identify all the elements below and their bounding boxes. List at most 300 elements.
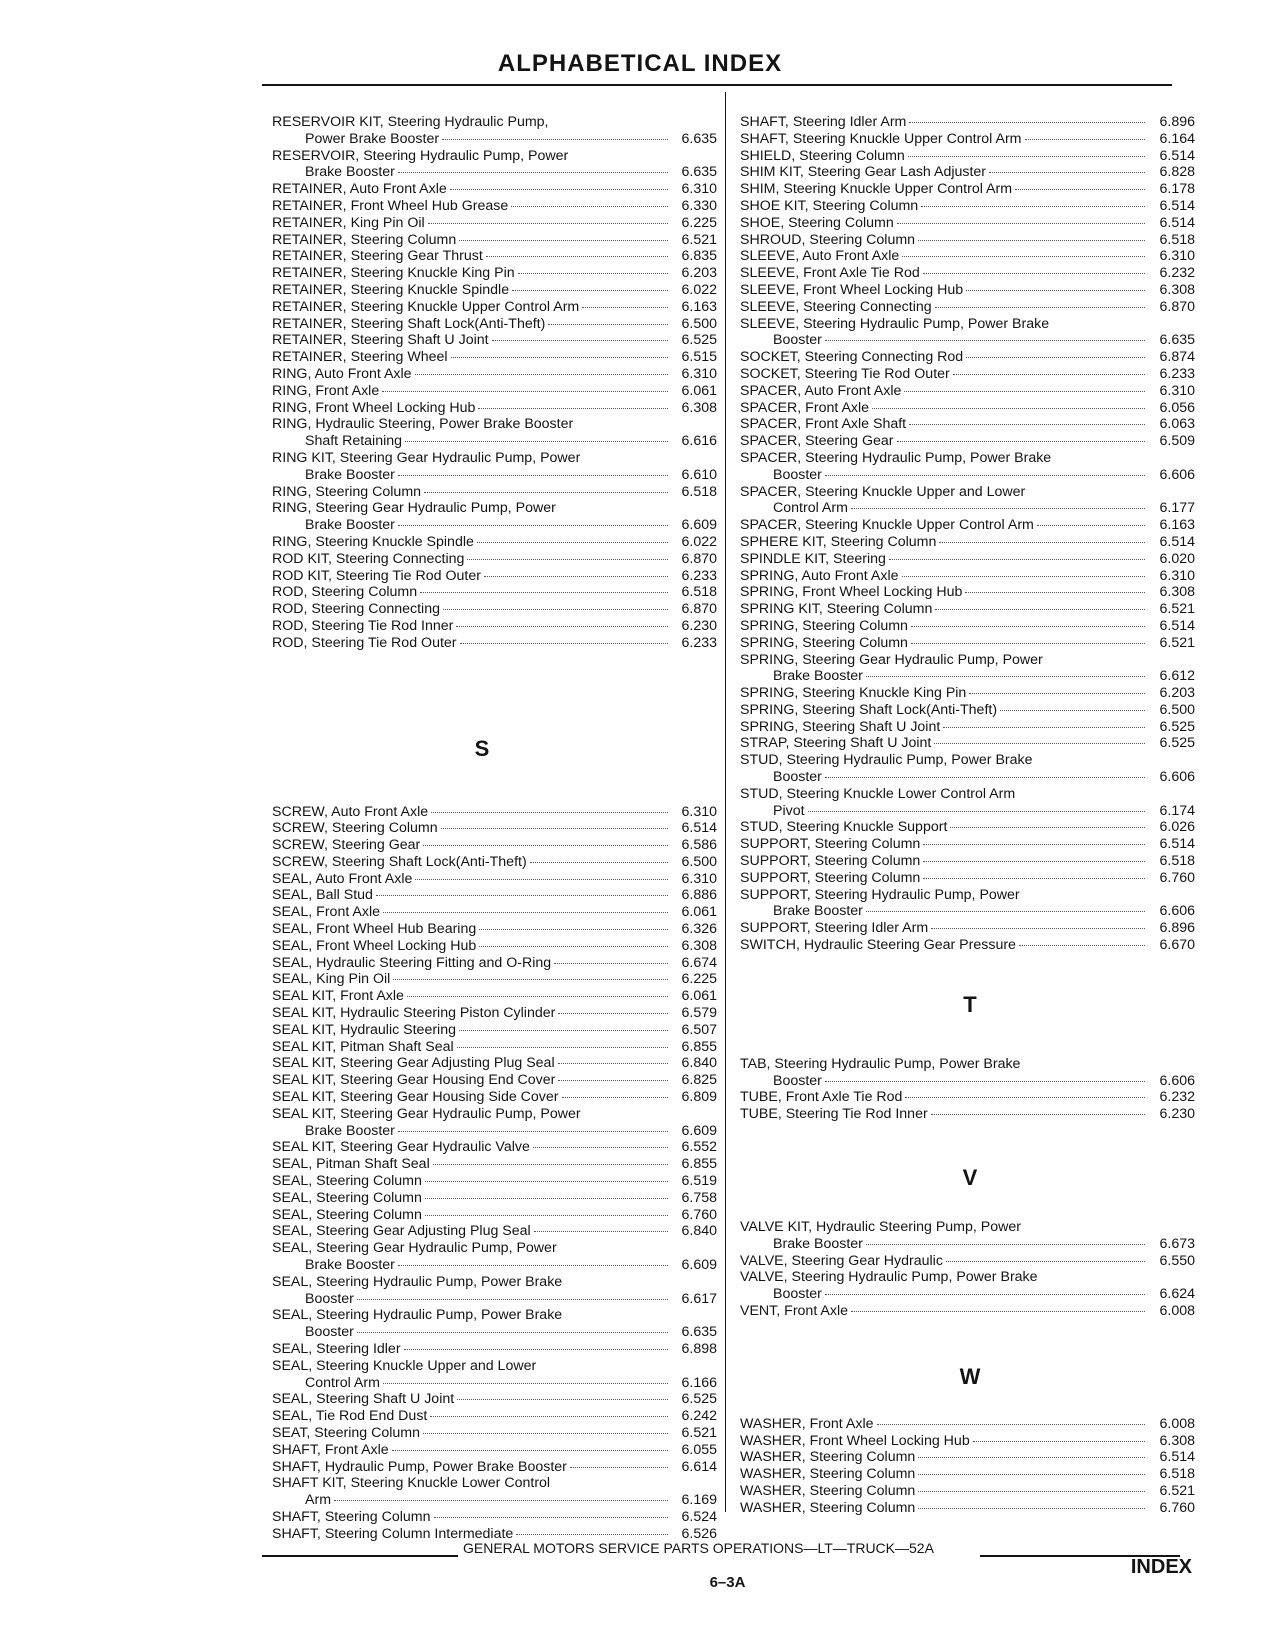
- entry-text: SPRING, Steering Column: [740, 634, 908, 651]
- entry-text: SHIELD, Steering Column: [740, 147, 905, 164]
- dot-leader: [570, 1467, 668, 1468]
- entry-page: 6.225: [681, 214, 717, 231]
- entry-page: 6.230: [1159, 1106, 1195, 1123]
- entry-page: 6.874: [1159, 349, 1195, 366]
- entry-text: Brake Booster: [305, 466, 395, 483]
- entry-page: 6.760: [1159, 869, 1195, 886]
- index-entry: [272, 804, 717, 821]
- dot-leader: [533, 1147, 668, 1148]
- entry-page: 6.061: [681, 382, 717, 399]
- entry-page: 6.526: [681, 1525, 717, 1542]
- dot-leader: [909, 122, 1145, 123]
- entry-page: 6.310: [681, 803, 717, 820]
- entry-text: RESERVOIR KIT, Steering Hydraulic Pump,: [272, 114, 549, 130]
- entry-text: SHIM KIT, Steering Gear Lash Adjuster: [740, 164, 987, 181]
- entry-page: 6.609: [681, 1122, 717, 1139]
- index-entry: [272, 316, 717, 333]
- dot-leader: [425, 1198, 668, 1199]
- entry-text: SEAL, Steering Hydraulic Pump, Power Brake: [272, 1307, 563, 1324]
- entry-text: SPINDLE KIT, Steering: [740, 550, 886, 567]
- index-entry: [272, 1223, 717, 1240]
- entry-text: SPACER, Steering Gear: [740, 433, 894, 450]
- index-entry: [740, 400, 1195, 417]
- entry-text: SEAL, Steering Column: [272, 1206, 422, 1223]
- entry-text: Brake Booster: [305, 1122, 395, 1139]
- dot-leader: [376, 895, 668, 896]
- entry-page: 6.514: [1159, 1449, 1195, 1466]
- dot-leader: [889, 559, 1145, 560]
- index-entry: [740, 1449, 1195, 1466]
- dot-leader: [866, 676, 1145, 677]
- entry-page: 6.673: [1159, 1235, 1195, 1252]
- entry-text: SEAL, Front Axle: [272, 904, 381, 921]
- entry-page: 6.310: [1159, 248, 1195, 265]
- index-entry: [272, 500, 717, 534]
- dot-leader: [1025, 139, 1146, 140]
- index-entry: [740, 383, 1195, 400]
- index-entry: [740, 433, 1195, 450]
- dot-leader: [334, 1500, 668, 1501]
- entry-text: SWITCH, Hydraulic Steering Gear Pressure: [740, 937, 1016, 954]
- dot-leader: [430, 1416, 668, 1417]
- index-entry: [740, 1253, 1195, 1270]
- index-entry: [740, 752, 1195, 786]
- index-entry: [740, 551, 1195, 568]
- dot-leader: [918, 1457, 1145, 1458]
- dot-leader: [392, 1450, 668, 1451]
- entry-text: SEAL KIT, Steering Gear Hydraulic Pump, Power: [272, 1105, 581, 1122]
- index-entry: [272, 248, 717, 265]
- dot-leader: [935, 307, 1145, 308]
- entry-text: SEAL, Steering Column: [272, 1189, 422, 1206]
- dot-leader: [479, 946, 668, 947]
- footer-publisher: GENERAL MOTORS SERVICE PARTS OPERATIONS—LT—TRUCK—52A: [463, 1540, 934, 1556]
- entry-page: 6.507: [681, 1021, 717, 1038]
- entry-page: 6.870: [681, 601, 717, 618]
- dot-leader: [467, 559, 668, 560]
- entry-text: WASHER, Steering Column: [740, 1483, 916, 1499]
- dot-leader: [423, 845, 668, 846]
- index-entry: [272, 198, 717, 215]
- entry-page: 6.606: [1159, 1072, 1195, 1089]
- entry-text: ROD, Steering Connecting: [272, 601, 440, 618]
- dot-leader: [423, 1433, 668, 1434]
- index-entry: [740, 366, 1195, 383]
- index-entry: [740, 198, 1195, 215]
- entry-page: 6.308: [681, 937, 717, 954]
- entry-page: 6.518: [681, 483, 717, 500]
- dot-leader: [443, 609, 668, 610]
- index-entry: [740, 164, 1195, 181]
- entry-text: SPACER, Auto Front Axle: [740, 382, 902, 399]
- entry-page: 6.061: [681, 988, 717, 1005]
- index-entry: [740, 1106, 1195, 1123]
- index-entry: [272, 1274, 717, 1308]
- entry-page: 6.760: [1159, 1499, 1195, 1516]
- entry-text: SHAFT KIT, Steering Knuckle Lower Control: [272, 1475, 551, 1492]
- index-entry: [740, 282, 1195, 299]
- entry-page: 6.500: [681, 315, 717, 332]
- index-entry: [740, 534, 1195, 551]
- entry-text: SEAL KIT, Front Axle: [272, 988, 404, 1005]
- entry-page: 6.056: [1159, 399, 1195, 416]
- dot-leader: [966, 290, 1145, 291]
- dot-leader: [459, 240, 668, 241]
- index-entry: [740, 316, 1195, 350]
- entry-page: 6.614: [681, 1458, 717, 1475]
- index-entry: [272, 349, 717, 366]
- entry-text: WASHER, Steering Column: [740, 1449, 916, 1466]
- entry-text: RETAINER, Steering Knuckle King Pin: [272, 265, 515, 282]
- index-entry: [272, 871, 717, 888]
- entry-text: SEAL KIT, Steering Gear Housing End Cover: [272, 1072, 556, 1089]
- dot-leader: [825, 475, 1145, 476]
- entry-text: VALVE, Steering Hydraulic Pump, Power Brake: [740, 1269, 1038, 1286]
- dot-leader: [911, 626, 1145, 627]
- index-entry: [740, 568, 1195, 585]
- entry-page: 6.840: [681, 1055, 717, 1072]
- index-entry: [740, 215, 1195, 232]
- index-entry: [740, 131, 1195, 148]
- dot-leader: [973, 1441, 1145, 1442]
- entry-text: SEAL, Front Wheel Hub Bearing: [272, 921, 477, 938]
- entry-text: SCREW, Auto Front Axle: [272, 803, 429, 820]
- dot-leader: [939, 542, 1145, 543]
- entry-text: ROD, Steering Tie Rod Outer: [272, 634, 457, 651]
- entry-page: 6.635: [681, 130, 717, 147]
- entry-text: SEAL, Steering Shaft U Joint: [272, 1391, 455, 1408]
- entry-page: 6.635: [681, 164, 717, 181]
- entry-text: RETAINER, Steering Shaft Lock(Anti-Theft): [272, 315, 546, 332]
- index-entry: [272, 1358, 717, 1392]
- page-title: ALPHABETICAL INDEX: [497, 50, 783, 77]
- index-entry: [740, 416, 1195, 433]
- entry-page: 6.500: [1159, 701, 1195, 718]
- footer-section-label: INDEX: [1130, 1556, 1192, 1578]
- section-letter: W: [959, 1363, 981, 1389]
- entry-page: 6.855: [681, 1156, 717, 1173]
- entry-text: SPACER, Steering Knuckle Upper and Lower: [740, 483, 1026, 500]
- entry-text: RING, Steering Gear Hydraulic Pump, Power: [272, 500, 556, 517]
- dot-leader: [511, 206, 668, 207]
- entry-page: 6.008: [1159, 1303, 1195, 1320]
- index-entry: [740, 299, 1195, 316]
- entry-page: 6.606: [1159, 903, 1195, 920]
- dot-leader: [931, 928, 1145, 929]
- entry-page: 6.896: [1159, 114, 1195, 130]
- entry-page: 6.519: [681, 1173, 717, 1190]
- index-entry: [272, 584, 717, 601]
- dot-leader: [530, 862, 668, 863]
- dot-leader: [383, 912, 668, 913]
- entry-page: 6.521: [1159, 634, 1195, 651]
- entry-text: SHOE, Steering Column: [740, 214, 894, 231]
- entry-text: RETAINER, Steering Shaft U Joint: [272, 332, 489, 349]
- entry-text: SEAL, King Pin Oil: [272, 971, 391, 988]
- index-entry: [740, 1303, 1195, 1320]
- entry-text: SHAFT, Steering Column Intermediate: [272, 1525, 514, 1542]
- index-entry: [740, 601, 1195, 618]
- entry-page: 6.521: [1159, 601, 1195, 618]
- index-entry: [272, 400, 717, 417]
- index-entry: [272, 551, 717, 568]
- index-entry: [272, 1190, 717, 1207]
- entry-text: VENT, Front Axle: [740, 1303, 849, 1320]
- dot-leader: [357, 1299, 668, 1300]
- entry-page: 6.606: [1159, 769, 1195, 786]
- dot-leader: [969, 693, 1145, 694]
- entry-page: 6.840: [681, 1223, 717, 1240]
- entry-text: SHROUD, Steering Column: [740, 231, 916, 248]
- dot-leader: [582, 307, 668, 308]
- index-entry: [272, 1408, 717, 1425]
- dot-leader: [415, 879, 668, 880]
- entry-text: SLEEVE, Steering Hydraulic Pump, Power Brake: [740, 315, 1050, 332]
- entry-text: RING, Auto Front Axle: [272, 365, 412, 382]
- entry-text: SPRING, Front Wheel Locking Hub: [740, 584, 963, 601]
- entry-page: 6.624: [1159, 1286, 1195, 1303]
- index-entry: [740, 652, 1195, 686]
- entry-text: SEAL, Pitman Shaft Seal: [272, 1156, 430, 1173]
- dot-leader: [554, 963, 668, 964]
- dot-leader: [825, 777, 1145, 778]
- index-entry: [272, 1307, 717, 1341]
- index-entry: [740, 181, 1195, 198]
- entry-text: SEAL, Tie Rod End Dust: [272, 1408, 428, 1425]
- index-entry: [272, 618, 717, 635]
- dot-leader: [442, 139, 668, 140]
- entry-page: 6.308: [681, 399, 717, 416]
- entry-text: Brake Booster: [305, 1257, 395, 1274]
- index-entry: [272, 1156, 717, 1173]
- dot-leader: [398, 475, 668, 476]
- entry-page: 6.870: [1159, 298, 1195, 315]
- dot-leader: [382, 391, 668, 392]
- dot-leader: [918, 1474, 1145, 1475]
- index-entry: [272, 904, 717, 921]
- dot-leader: [904, 391, 1145, 392]
- entry-page: 6.500: [681, 853, 717, 870]
- index-left-column: [272, 114, 717, 1543]
- index-entry: [272, 450, 717, 484]
- entry-text: Booster: [305, 1324, 354, 1341]
- entry-page: 6.586: [681, 837, 717, 854]
- index-entry: [740, 1483, 1195, 1500]
- dot-leader: [407, 996, 668, 997]
- entry-page: 6.518: [1159, 231, 1195, 248]
- entry-text: SHAFT, Steering Column: [272, 1508, 431, 1525]
- entry-page: 6.525: [681, 1391, 717, 1408]
- dot-leader: [518, 273, 668, 274]
- entry-text: SEAL KIT, Pitman Shaft Seal: [272, 1038, 454, 1055]
- index-entry: [272, 938, 717, 955]
- dot-leader: [512, 290, 668, 291]
- dot-leader: [918, 1491, 1145, 1492]
- entry-text: SOCKET, Steering Connecting Rod: [740, 349, 964, 366]
- title-rule: [262, 84, 1172, 86]
- entry-text: SEAL KIT, Hydraulic Steering Piston Cylinder: [272, 1005, 556, 1022]
- dot-leader: [825, 1081, 1145, 1082]
- entry-text: SCREW, Steering Column: [272, 820, 438, 837]
- index-entry: [272, 148, 717, 182]
- index-entry: [272, 854, 717, 871]
- entry-text: Control Arm: [305, 1374, 380, 1391]
- entry-text: SCREW, Steering Gear: [272, 837, 421, 854]
- entry-text: SEAL, Front Wheel Locking Hub: [272, 937, 477, 954]
- entry-page: 6.606: [1159, 466, 1195, 483]
- index-entry: [740, 786, 1195, 820]
- entry-text: SUPPORT, Steering Column: [740, 836, 921, 853]
- entry-text: SLEEVE, Steering Connecting: [740, 298, 932, 315]
- entry-text: RING, Steering Knuckle Spindle: [272, 533, 474, 550]
- index-entry: [740, 819, 1195, 836]
- entry-text: Brake Booster: [773, 1235, 863, 1252]
- dot-leader: [1037, 525, 1145, 526]
- entry-text: SLEEVE, Auto Front Axle: [740, 248, 900, 265]
- entry-text: SPRING KIT, Steering Column: [740, 601, 933, 618]
- column-divider: [725, 92, 726, 1512]
- entry-text: SPRING, Steering Knuckle King Pin: [740, 685, 967, 702]
- dot-leader: [923, 878, 1145, 879]
- index-entry: [740, 887, 1195, 921]
- entry-page: 6.177: [1159, 500, 1195, 517]
- entry-text: SHIM, Steering Knuckle Upper Control Arm: [740, 181, 1013, 198]
- entry-page: 6.610: [681, 466, 717, 483]
- index-entry: [740, 450, 1195, 484]
- dot-leader: [431, 812, 668, 813]
- entry-page: 6.178: [1159, 181, 1195, 198]
- index-entry: [740, 484, 1195, 518]
- entry-text: SPRING, Steering Shaft U Joint: [740, 718, 941, 735]
- dot-leader: [441, 828, 668, 829]
- index-entry: [740, 584, 1195, 601]
- entry-page: 6.886: [681, 887, 717, 904]
- entry-text: SPRING, Steering Column: [740, 617, 908, 634]
- entry-text: SEAL, Auto Front Axle: [272, 870, 413, 887]
- dot-leader: [398, 525, 668, 526]
- entry-text: RESERVOIR, Steering Hydraulic Pump, Power: [272, 147, 569, 164]
- entry-text: Booster: [773, 332, 822, 349]
- index-entry: [740, 735, 1195, 752]
- dot-leader: [393, 979, 668, 980]
- entry-page: 6.330: [681, 197, 717, 214]
- dot-leader: [923, 844, 1145, 845]
- entry-page: 6.164: [1159, 130, 1195, 147]
- dot-leader: [1015, 189, 1145, 190]
- index-entry: [740, 148, 1195, 165]
- dot-leader: [425, 1215, 668, 1216]
- dot-leader: [562, 1097, 668, 1098]
- dot-leader: [851, 1311, 1145, 1312]
- dot-leader: [477, 542, 668, 543]
- index-entry: [272, 232, 717, 249]
- entry-text: SHAFT, Hydraulic Pump, Power Brake Booster: [272, 1458, 567, 1475]
- entry-text: ROD KIT, Steering Connecting: [272, 550, 465, 567]
- entry-page: 6.310: [681, 365, 717, 382]
- entry-text: STUD, Steering Knuckle Lower Control Arm: [740, 785, 1016, 802]
- entry-page: 6.635: [681, 1324, 717, 1341]
- entry-page: 6.898: [681, 1341, 717, 1357]
- index-entry: [740, 1500, 1195, 1517]
- dot-leader: [897, 223, 1145, 224]
- index-entry: [740, 1416, 1195, 1433]
- entry-page: 6.242: [681, 1408, 717, 1425]
- dot-leader: [398, 1131, 668, 1132]
- entry-page: 6.518: [681, 584, 717, 601]
- entry-text: SHOE KIT, Steering Column: [740, 197, 919, 214]
- entry-page: 6.809: [681, 1089, 717, 1106]
- index-entry: [272, 635, 717, 652]
- index-entry: [272, 181, 717, 198]
- entry-text: Booster: [773, 1072, 822, 1089]
- entry-text: SEAL KIT, Steering Gear Hydraulic Valve: [272, 1139, 530, 1156]
- entry-page: 6.525: [681, 332, 717, 349]
- dot-leader: [911, 643, 1145, 644]
- dot-leader: [433, 1164, 668, 1165]
- index-entry: [272, 568, 717, 585]
- dot-leader: [534, 1231, 668, 1232]
- entry-text: VALVE KIT, Hydraulic Steering Pump, Power: [740, 1219, 1021, 1236]
- dot-leader: [1019, 945, 1145, 946]
- index-entry: [740, 1466, 1195, 1483]
- dot-leader: [934, 743, 1145, 744]
- dot-leader: [516, 1534, 668, 1535]
- entry-page: 6.169: [681, 1492, 717, 1509]
- index-entry: [272, 837, 717, 854]
- entry-page: 6.828: [1159, 164, 1195, 181]
- entry-text: Power Brake Booster: [305, 130, 440, 147]
- entry-page: 6.896: [1159, 920, 1195, 937]
- dot-leader: [457, 1399, 668, 1400]
- entry-page: 6.230: [681, 617, 717, 634]
- entry-text: Booster: [773, 769, 822, 786]
- dot-leader: [966, 357, 1145, 358]
- entry-text: Brake Booster: [305, 517, 395, 534]
- entry-text: SPRING, Steering Shaft Lock(Anti-Theft): [740, 701, 998, 718]
- dot-leader: [479, 929, 668, 930]
- index-entry: [740, 248, 1195, 265]
- dot-leader: [434, 1517, 669, 1518]
- entry-page: 6.174: [1159, 802, 1195, 819]
- entry-text: SEAL, Steering Gear Adjusting Plug Seal: [272, 1223, 531, 1240]
- entry-text: Booster: [305, 1290, 354, 1307]
- entry-page: 6.163: [1159, 517, 1195, 534]
- index-entry: [272, 265, 717, 282]
- entry-page: 6.514: [681, 820, 717, 837]
- entry-page: 6.524: [681, 1508, 717, 1525]
- entry-page: 6.232: [1159, 1089, 1195, 1106]
- dot-leader: [905, 1097, 1145, 1098]
- dot-leader: [492, 340, 668, 341]
- entry-text: SOCKET, Steering Tie Rod Outer: [740, 365, 950, 382]
- index-entry: [740, 702, 1195, 719]
- index-entry: [272, 1509, 717, 1526]
- entry-text: SHAFT, Front Axle: [272, 1441, 389, 1458]
- dot-leader: [989, 172, 1145, 173]
- dot-leader: [450, 189, 668, 190]
- entry-page: 6.617: [681, 1290, 717, 1307]
- index-entry: [272, 1442, 717, 1459]
- entry-text: SEAL, Hydraulic Steering Fitting and O-Ring: [272, 954, 552, 971]
- index-entry: [272, 1207, 717, 1224]
- entry-page: 6.609: [681, 517, 717, 534]
- entry-text: Brake Booster: [305, 164, 395, 181]
- dot-leader: [486, 256, 668, 257]
- entry-text: SEAL, Steering Hydraulic Pump, Power Brake: [272, 1273, 563, 1290]
- entry-page: 6.521: [681, 231, 717, 248]
- entry-text: SPRING, Steering Gear Hydraulic Pump, Power: [740, 651, 1043, 668]
- entry-text: SEAL, Steering Idler: [272, 1341, 401, 1357]
